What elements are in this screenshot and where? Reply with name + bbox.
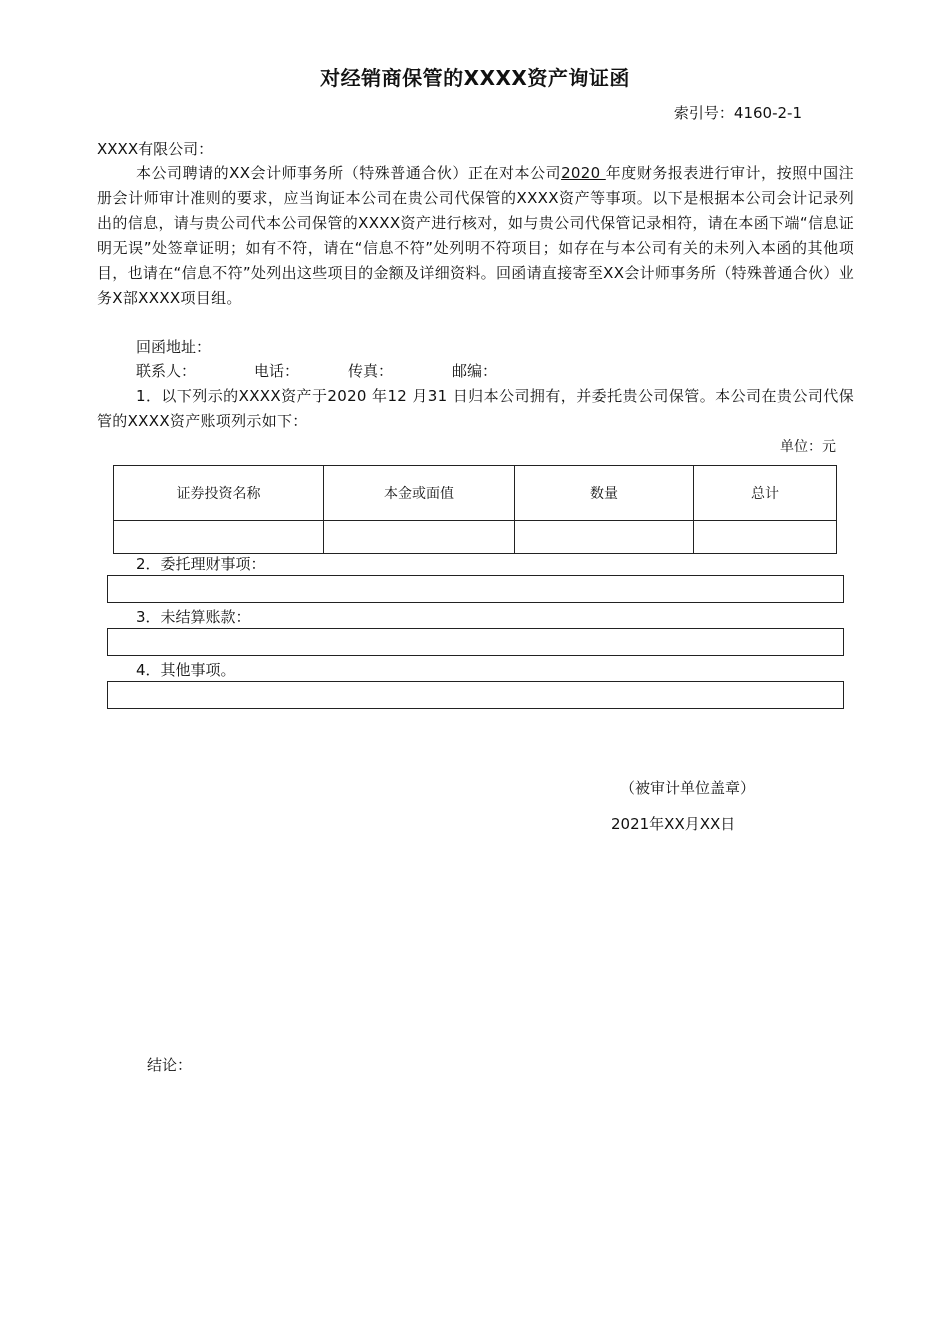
item-1-year: 2020 [327, 387, 372, 405]
fax-label: 传真： [348, 362, 394, 380]
document-title: 对经销商保管的XXXX资产询证函 [320, 66, 630, 90]
col-header-quantity: 数量 [515, 466, 694, 521]
body-paragraph [97, 161, 854, 311]
col-header-principal: 本金或面值 [324, 466, 515, 521]
item-2-box[interactable] [107, 575, 844, 603]
item-1-month: 12 [387, 387, 413, 405]
item-3-label: 3．未结算账款： [136, 608, 251, 626]
item-3-box[interactable] [107, 628, 844, 656]
signature-date: 2021年XX月XX日 [611, 815, 736, 833]
return-address: 回函地址： [136, 338, 212, 356]
item-2-label: 2．委托理财事项： [136, 555, 266, 573]
item-1-text-d: 日归本公司拥有，并委托贵公司保管。本公司在贵公司代保管的XXXX资产账项列示如下： [97, 387, 854, 430]
item-4-label: 4．其他事项。 [136, 661, 236, 679]
body-text-a: 本公司聘请的XX会计师事务所（特殊普通合伙）正在对本公司 [136, 164, 562, 182]
table-header-row [114, 466, 837, 521]
table-cell[interactable] [515, 521, 694, 554]
item-1-text-c: 月 [412, 387, 428, 405]
item-1-text-a: 1．以下列示的XXXX资产于 [136, 387, 328, 405]
body-text-b: 年度财务报表进行审计，按照中国注册会计师审计准则的要求，应当询证本公司在贵公司代保管的XXXX资产等事项。以下是根据本公司会计记录列出的信息，请与贵公司代本公司保管的XXXX资产进行核对，如与贵公司代保管记录相符，请在本函下端“信息证明无误”处签章证明；如有不符，请在“信息不符”处列明不符项目；如存在与本公司有关的未列入本函的其他项目，也请在“信息不符”处列出这些项目的金额及详细资料。回函请直接寄至XX会计师事务所（特殊普通合伙）业务X部XXXX项目组。 [97, 164, 854, 307]
postcode-label: 邮编： [452, 362, 498, 380]
conclusion-label: 结论： [147, 1056, 193, 1074]
phone-label: 电话： [254, 362, 300, 380]
table-cell[interactable] [114, 521, 324, 554]
index-number: 索引号：4160-2-1 [673, 104, 802, 122]
table-cell[interactable] [694, 521, 837, 554]
item-4-box[interactable] [107, 681, 844, 709]
unit-label: 单位：元 [780, 439, 836, 455]
item-1-text-b: 年 [371, 387, 388, 405]
item-1-paragraph [97, 384, 854, 434]
addressee: XXXX有限公司： [97, 140, 214, 158]
col-header-total: 总计 [694, 466, 837, 521]
securities-table [113, 465, 837, 554]
audit-year: 2020 [561, 164, 606, 182]
table-row [114, 521, 837, 554]
table-cell[interactable] [324, 521, 515, 554]
col-header-name: 证券投资名称 [114, 466, 324, 521]
contact-label: 联系人： [136, 362, 197, 380]
stamp-label: （被审计单位盖章） [620, 779, 756, 797]
item-1-day: 31 [427, 387, 453, 405]
